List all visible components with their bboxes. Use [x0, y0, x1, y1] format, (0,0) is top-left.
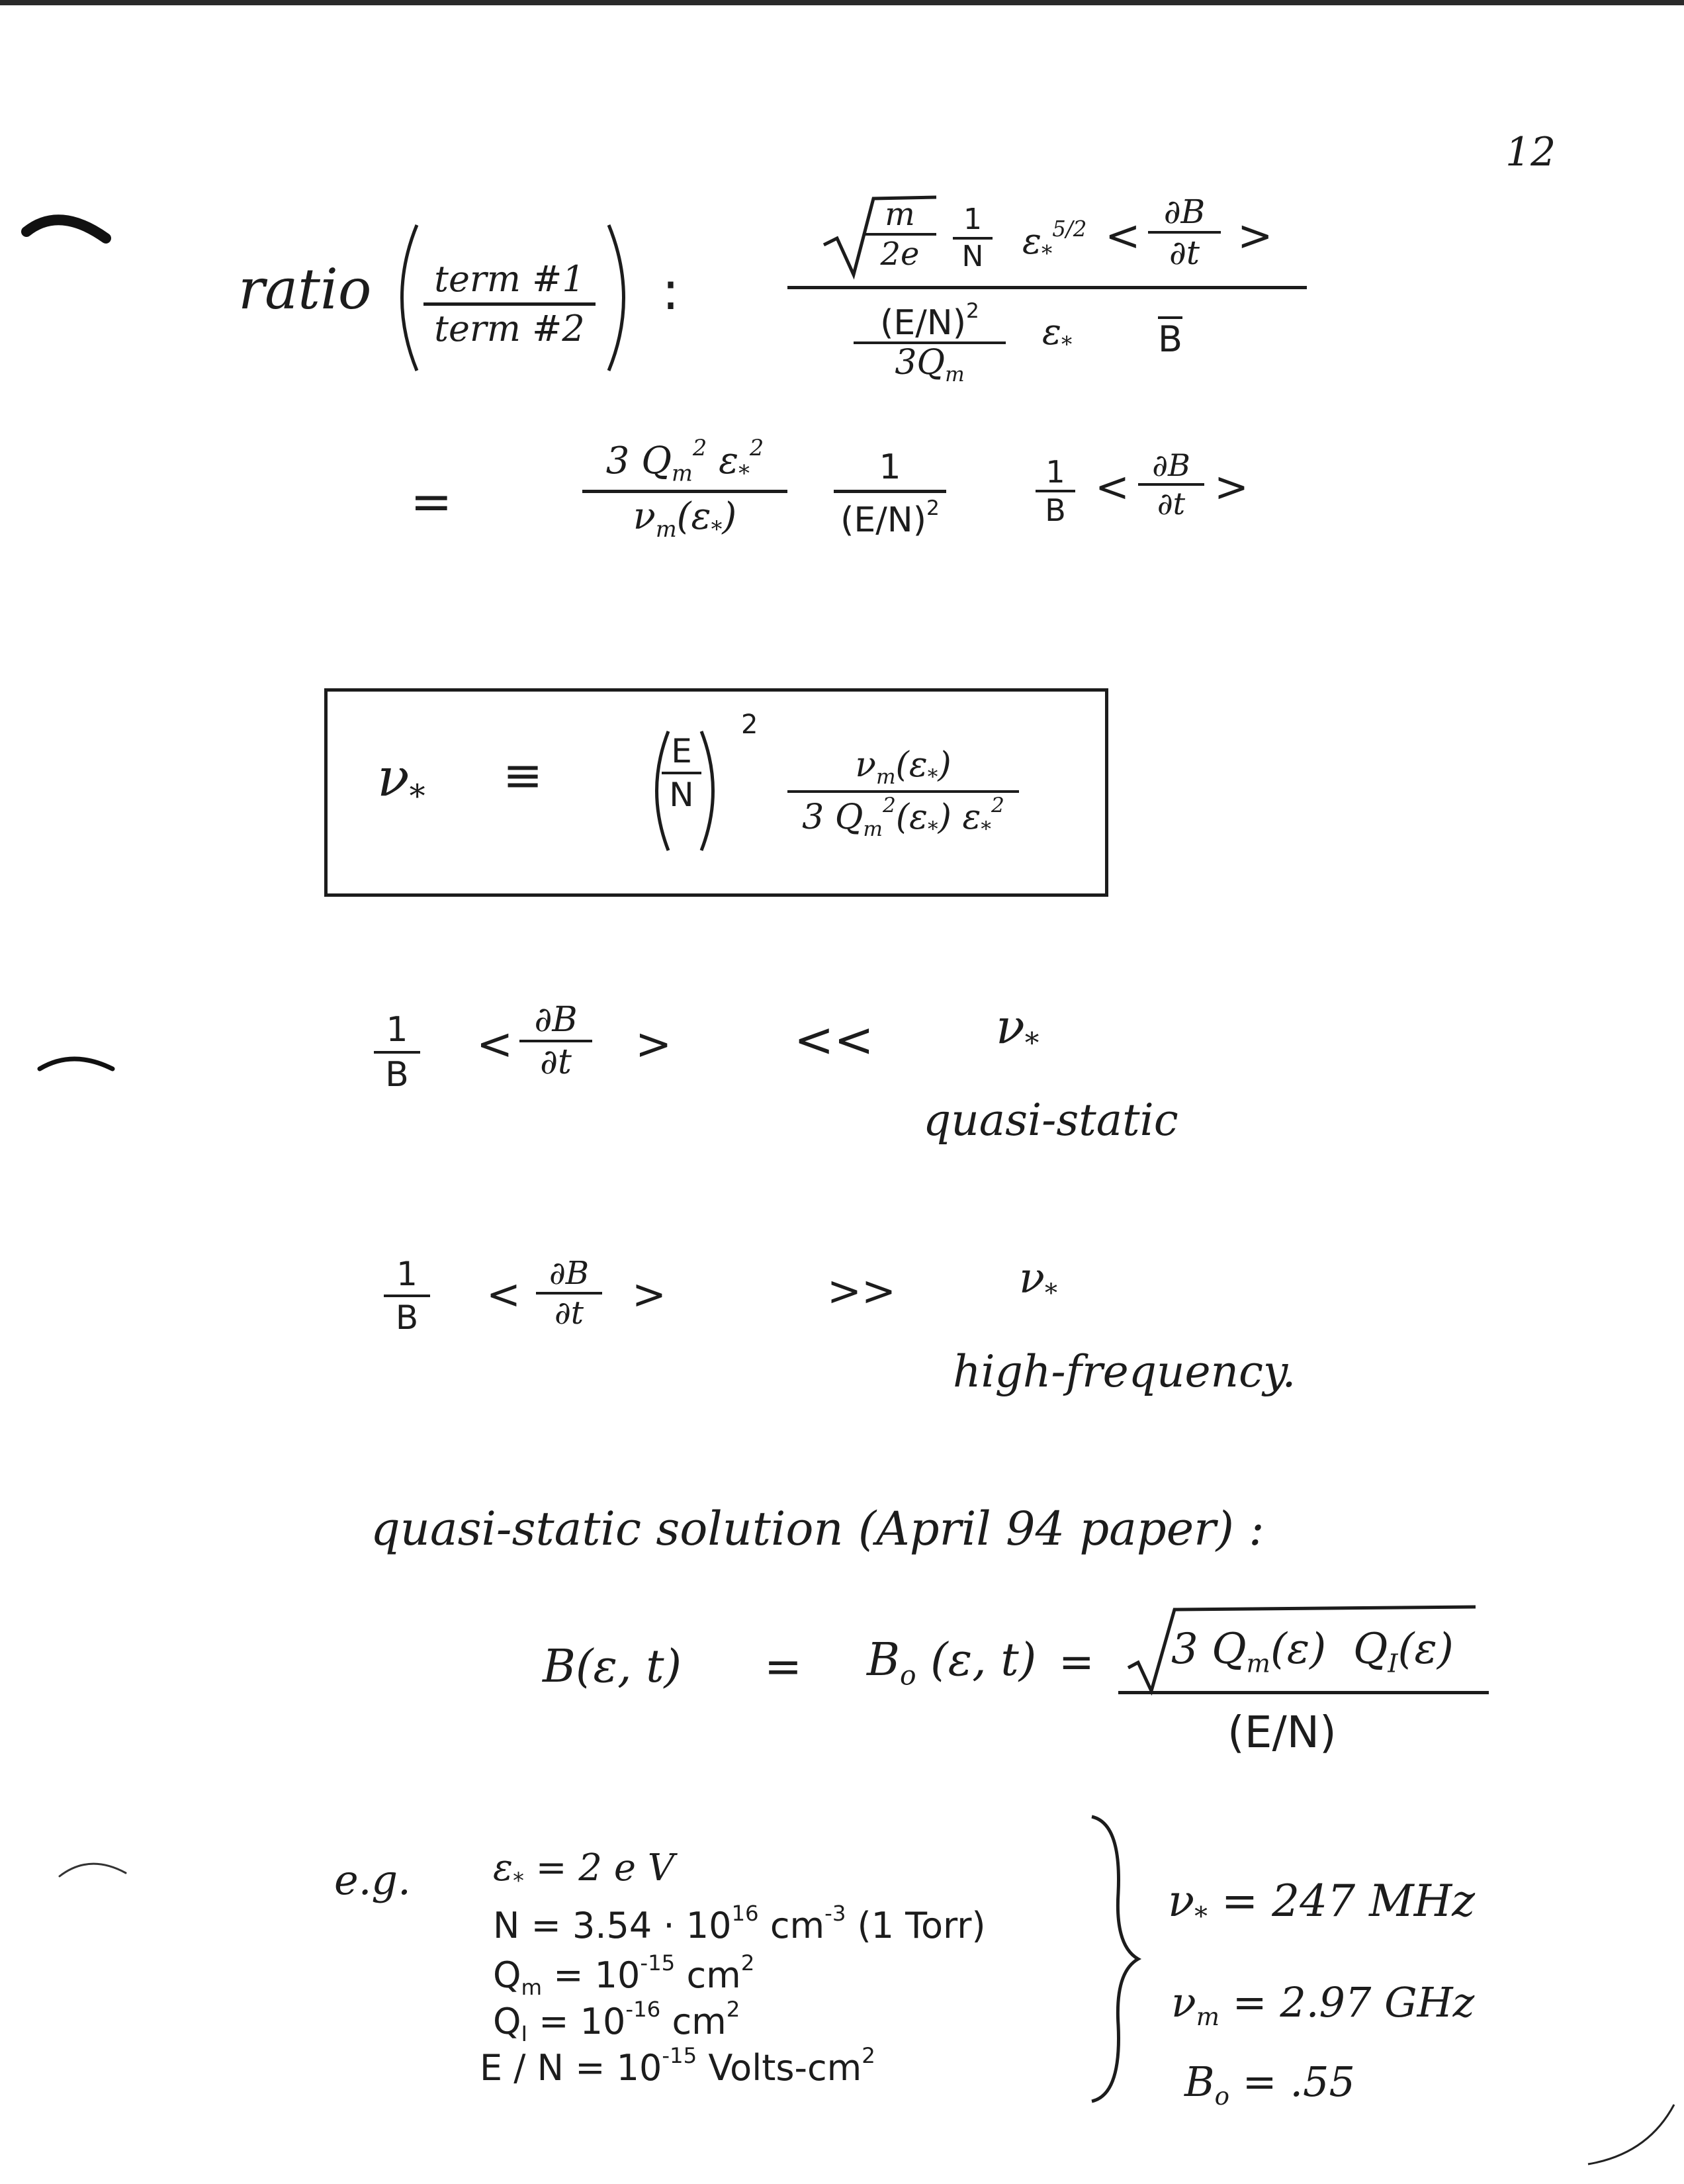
paren-right [602, 218, 642, 377]
solution-eq2: = [1059, 1638, 1094, 1687]
one-over-N: 1 N [953, 205, 993, 271]
cond1-nu-star: $\nu_*$ [996, 999, 1040, 1061]
solution-root-content: 3 $Q_m(\varepsilon)$ $Q_I(\varepsilon)$ [1171, 1625, 1454, 1679]
solution-denominator: (E/N) [1227, 1707, 1337, 1758]
example-eg: e.g. [334, 1856, 411, 1904]
example-line-QI: $Q_I = 10^{-16}$ $cm^2$ [493, 1997, 740, 2047]
solution-B0: $B_o$ (ε, t) [867, 1634, 1037, 1692]
example-line-EN: $E / N = 10^{-15}$ Volts-$cm^2$ [480, 2043, 875, 2089]
cond1-label: quasi-static [923, 1095, 1178, 1146]
main-fraction-bar [787, 286, 1307, 289]
square-exponent: 2 [741, 709, 758, 740]
cond2-angle-close: > [632, 1270, 666, 1318]
cond1-angle-open: < [476, 1019, 513, 1069]
punch-mark-bottom [53, 1846, 132, 1886]
right-brace [1085, 1813, 1145, 2105]
example-line-eps: $\varepsilon_* = 2$ e V [493, 1846, 675, 1893]
punch-mark-middle [33, 1039, 119, 1085]
cond1-angle-close: > [635, 1019, 672, 1069]
cond1-dB-dt: ∂B ∂t [519, 1003, 592, 1079]
EN-squared-over-3Qm: $(E/N)^2$ $3Q_m$ [854, 301, 1006, 385]
cond2-label: high-frequency. [953, 1346, 1296, 1397]
dB-dt-2: ∂B ∂t [1138, 450, 1204, 519]
angle-open-2: < [1095, 463, 1130, 511]
solution-lhs: B(ε, t) [543, 1641, 682, 1693]
paren-EN-right [698, 728, 725, 854]
example-line-N: $N = 3.54 \cdot 10^{16}$ $cm^{-3}$ (1 Torr) [493, 1901, 986, 1946]
term-denominator: term #2 [434, 308, 585, 349]
page-corner-curl [1575, 2091, 1681, 2171]
page-number: 12 [1505, 129, 1556, 175]
example-line-Qm: $Q_m = 10^{-15}$ $cm^2$ [493, 1950, 755, 2001]
cond2-much-greater: >> [827, 1267, 896, 1315]
term-numerator: term #1 [434, 258, 585, 300]
term-fraction [423, 258, 596, 349]
sqrt-m-over-2e: m 2e [864, 199, 936, 270]
ratio-label: ratio [238, 257, 372, 322]
frac-1-over-EN2: 1 $(E/N)^2$ [834, 450, 946, 537]
eps-star-den: $\varepsilon_*$ [1042, 311, 1073, 357]
solution-fraction-bar [1118, 1691, 1489, 1694]
paren-left [384, 218, 423, 377]
angle-close: > [1237, 212, 1273, 261]
angle-close-2: > [1214, 463, 1249, 511]
nu-star: $\nu_*$ [377, 747, 425, 815]
eps-star-power: $\varepsilon_*^{5/2}$ [1022, 216, 1087, 267]
solution-eq1: = [764, 1641, 802, 1693]
cond2-1-over-B: 1 B [384, 1257, 430, 1334]
ratio-colon: : [662, 260, 680, 322]
result-nu-star: $\nu_* = 247$ MHz [1168, 1876, 1476, 1932]
frac-3Qm2eps2: 3 $Q_m^2$ $\varepsilon_*^2$ $\nu_m(\varepsilon_*)$ [582, 437, 787, 541]
equiv-sign: ≡ [503, 747, 543, 803]
dB-dt: ∂B ∂t [1148, 195, 1221, 269]
frac-1-over-B: 1 B [1036, 457, 1075, 525]
E-over-N: E N [662, 735, 701, 811]
result-nu-m: $\nu_m = 2.97$ GHz [1171, 1978, 1475, 2032]
result-B0: $B_o = .55$ [1184, 2058, 1355, 2111]
scan-top-edge [0, 0, 1684, 5]
solution-heading: quasi-static solution (April 94 paper) : [371, 1502, 1264, 1556]
num-over-3Qm2-eps2: $\nu_m(\varepsilon_*)$ 3 $Q_m^2(\varepsilon_*)$ $\varepsilon_*^2$ [787, 748, 1019, 840]
B-bar: B [1158, 316, 1182, 357]
cond2-dB-dt: ∂B ∂t [536, 1257, 602, 1329]
fraction-bar [423, 302, 596, 306]
cond2-angle-open: < [486, 1270, 521, 1318]
cond1-1-over-B: 1 B [374, 1013, 420, 1092]
angle-open: < [1105, 212, 1141, 261]
cond2-nu-star: $\nu_*$ [1019, 1254, 1058, 1308]
punch-mark-top [20, 199, 112, 251]
equals-2: = [410, 472, 453, 531]
cond1-much-less: << [794, 1012, 874, 1068]
